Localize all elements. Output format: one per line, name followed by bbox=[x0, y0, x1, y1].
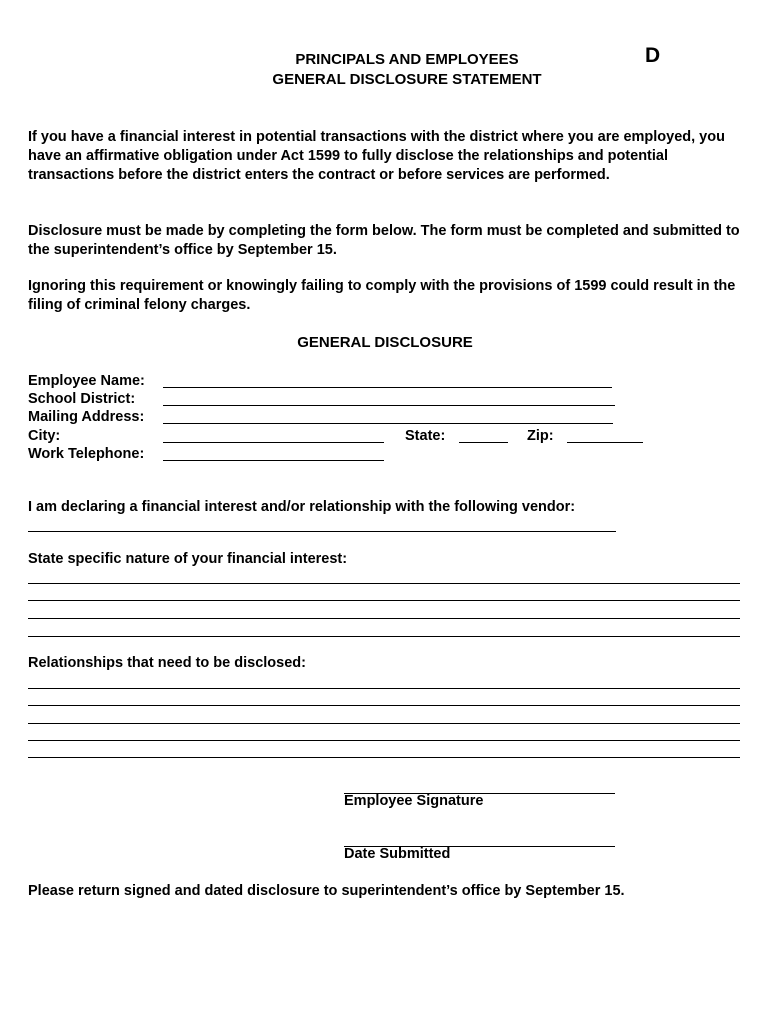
school-district-row bbox=[28, 390, 628, 408]
intro-paragraph-2: Disclosure must be made by completing the form below. The form must be completed and submitted to the superintendent’s office by September 15. bbox=[28, 223, 740, 258]
city-field[interactable] bbox=[163, 442, 384, 443]
employee-signature-label: Employee Signature bbox=[344, 793, 484, 809]
zip-field[interactable] bbox=[567, 442, 643, 443]
vendor-field[interactable] bbox=[28, 531, 616, 532]
relationships-line-1[interactable] bbox=[28, 688, 740, 689]
zip-label: Zip: bbox=[527, 428, 554, 444]
nature-line-1[interactable] bbox=[28, 583, 740, 584]
city-label: City: bbox=[28, 428, 61, 444]
relationships-line-2[interactable] bbox=[28, 705, 740, 706]
city-state-zip-row bbox=[28, 427, 648, 445]
school-district-label: School District: bbox=[28, 391, 136, 407]
general-disclosure-heading: GENERAL DISCLOSURE bbox=[297, 334, 473, 351]
state-label: State: bbox=[405, 428, 446, 444]
form-letter: D bbox=[645, 44, 661, 67]
employee-name-label: Employee Name: bbox=[28, 373, 145, 389]
relationships-line-4[interactable] bbox=[28, 740, 740, 741]
relationships-label: Relationships that need to be disclosed: bbox=[28, 655, 306, 671]
mailing-address-field[interactable] bbox=[163, 423, 613, 424]
work-telephone-field[interactable] bbox=[163, 460, 384, 461]
school-district-field[interactable] bbox=[163, 405, 615, 406]
return-instructions: Please return signed and dated disclosure to superintendent’s office by September 15. bbox=[28, 883, 625, 899]
employee-name-field[interactable] bbox=[163, 387, 612, 388]
nature-label: State specific nature of your financial interest: bbox=[28, 551, 348, 567]
relationships-line-3[interactable] bbox=[28, 723, 740, 724]
nature-line-4[interactable] bbox=[28, 636, 740, 637]
mailing-address-label: Mailing Address: bbox=[28, 409, 145, 425]
work-telephone-row bbox=[28, 445, 628, 463]
intro-paragraph-3: Ignoring this requirement or knowingly failing to comply with the provisions of 1599 could result in the filing of criminal felony charges. bbox=[28, 278, 736, 313]
intro-paragraph-1: If you have a financial interest in potential transactions with the district where you are employed, you have an affirmative obligation under Act 1599 to fully disclose the relationships and potential transactions before the district enters the contract or before services are performed. bbox=[28, 129, 725, 183]
date-submitted-label: Date Submitted bbox=[344, 846, 451, 862]
relationships-line-5[interactable] bbox=[28, 757, 740, 758]
vendor-label: I am declaring a financial interest and/or relationship with the following vendor: bbox=[28, 499, 576, 515]
state-field[interactable] bbox=[459, 442, 508, 443]
mailing-address-row bbox=[28, 408, 628, 426]
work-telephone-label: Work Telephone: bbox=[28, 446, 145, 462]
nature-line-3[interactable] bbox=[28, 618, 740, 619]
title-line-2: GENERAL DISCLOSURE STATEMENT bbox=[272, 71, 542, 88]
nature-line-2[interactable] bbox=[28, 600, 740, 601]
employee-name-row bbox=[28, 372, 628, 390]
title-line-1: PRINCIPALS AND EMPLOYEES bbox=[295, 51, 519, 68]
